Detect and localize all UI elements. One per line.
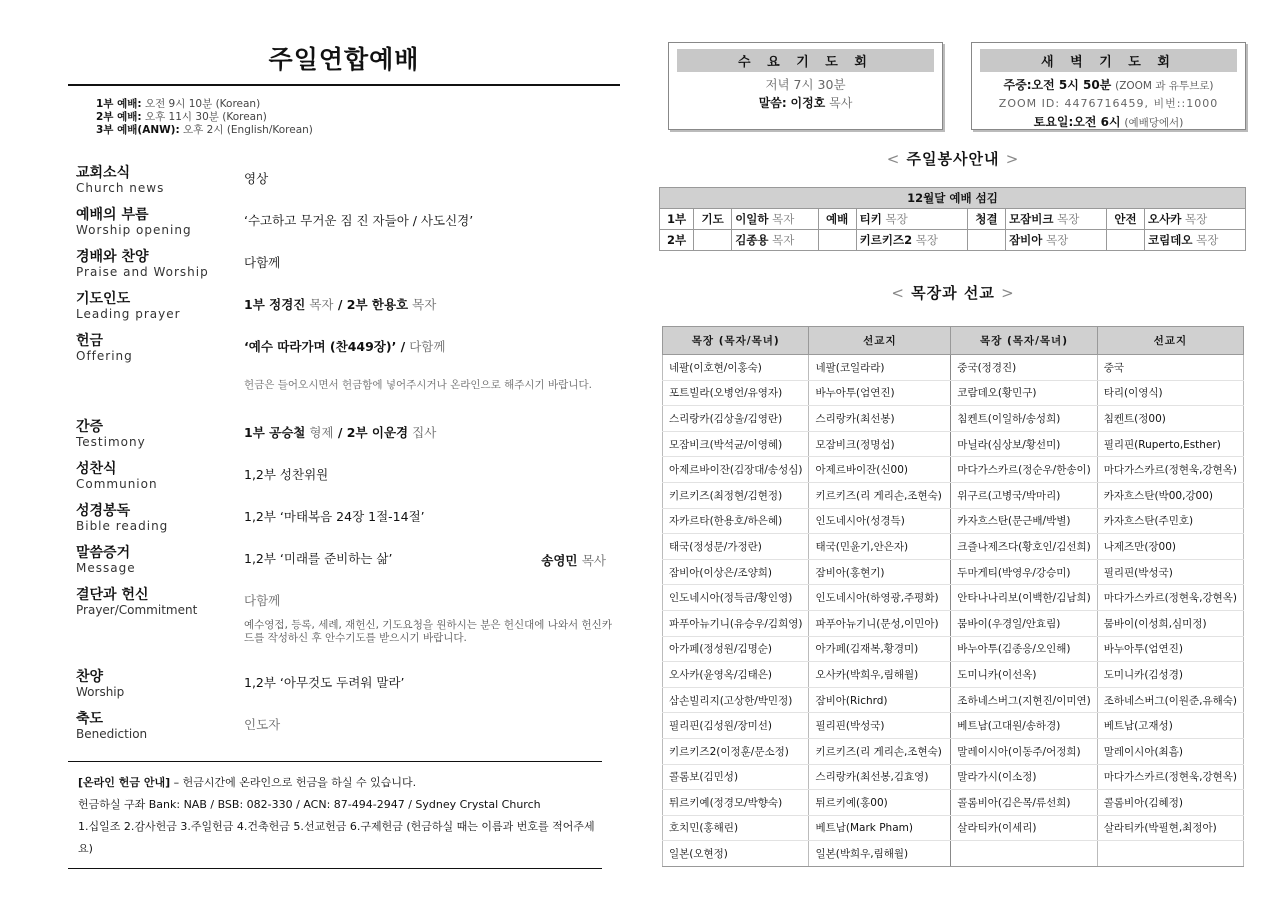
- table-cell: 잠비아(Richrd): [809, 687, 951, 713]
- table-cell: 일본(박희우,림해월): [809, 841, 951, 867]
- table-cell: 마다가스카르(정현욱,강현옥): [1097, 457, 1243, 483]
- wednesday-speaker: 말씀: 이정호 목사: [758, 96, 853, 110]
- table-cell: 일본(오현정): [663, 841, 809, 867]
- table-row: [663, 738, 1244, 764]
- dawn-zoom-id: ZOOM ID: 4476716459, 비번::1000: [998, 97, 1219, 110]
- mission-table-header: [663, 327, 1244, 355]
- order-item-message: [68, 545, 620, 587]
- table-row: 2부 김종용 목자 키르키즈2 목장 잠비아 목장 코림데오 목장: [660, 230, 1246, 251]
- table-cell: 오사카(박희우,림해월): [809, 662, 951, 688]
- table-cell: 포트빌라(오병언/유영자): [663, 380, 809, 406]
- order-label-en: Bible reading: [76, 519, 169, 533]
- table-row: [663, 534, 1244, 560]
- table-row: [663, 687, 1244, 713]
- table-cell: 네팔(이호현/이홍숙): [663, 355, 809, 381]
- order-label-en: Message: [76, 561, 136, 575]
- table-cell: 크즐나제즈다(황호인/김선희): [951, 534, 1097, 560]
- table-row: [663, 482, 1244, 508]
- dawn-prayer-title: 새 벽 기 도 회: [980, 49, 1237, 72]
- decision-note: 예수영접, 등록, 세례, 재헌신, 기도요청을 원하시는 분은 헌신대에 나와서 헌신카드를 작성하신 후 안수기도를 받으시기 바랍니다.: [244, 619, 612, 644]
- table-cell: 마닐라(심상보/황선미): [951, 431, 1097, 457]
- table-cell: 베트남(고재성): [1097, 713, 1243, 739]
- order-label-ko: 말씀증거: [76, 545, 131, 561]
- table-cell: 필리핀(박성국): [809, 713, 951, 739]
- wednesday-prayer-title: 수 요 기 도 회: [677, 49, 934, 72]
- order-label-en: Testimony: [76, 435, 146, 449]
- service-section-title: < 주일봉사안내 >: [886, 150, 1020, 168]
- table-cell: 말라가시(이소정): [951, 764, 1097, 790]
- table-row: [663, 355, 1244, 381]
- table-row: [663, 508, 1244, 534]
- mission-table: [662, 326, 1244, 867]
- column-header: 목장 (목자/목녀): [663, 327, 809, 355]
- table-row: [663, 431, 1244, 457]
- online-offering-info: [68, 761, 602, 869]
- wednesday-prayer-time: 저녁 7시 30분: [765, 77, 846, 92]
- order-content: 다함께 예수영접, 등록, 세례, 재헌신, 기도요청을 원하시는 분은 헌신대에 나와서 헌신카드를 작성하신 후 안수기도를 받으시기 바랍니다.: [244, 587, 620, 669]
- table-cell: 자카르타(한용호/하은혜): [663, 508, 809, 534]
- table-cell: 말레이시아(이동주/어정희): [951, 738, 1097, 764]
- table-cell: 파푸아뉴기니(문성,이민아): [809, 610, 951, 636]
- table-cell: 도미니카(이선옥): [951, 662, 1097, 688]
- table-cell: 마다가스카르(정현욱,강현옥): [1097, 585, 1243, 611]
- order-item-testimony: [68, 419, 620, 461]
- table-row: [663, 713, 1244, 739]
- table-cell: 안타나나리보(이백한/김남희): [951, 585, 1097, 611]
- table-cell: [951, 841, 1097, 867]
- service-times: [68, 98, 620, 137]
- order-label-en: Prayer/Commitment: [76, 603, 198, 617]
- table-row: [663, 406, 1244, 432]
- table-cell: 마다가스카르(정순우/한송이): [951, 457, 1097, 483]
- table-cell: 태국(정성문/가정란): [663, 534, 809, 560]
- order-item-decision: [68, 587, 620, 669]
- order-content: 다함께: [244, 255, 281, 270]
- order-content: 1부 공승철 형제 / 2부 이운경 집사: [244, 425, 437, 440]
- table-cell: 조하네스버그(지현진/이미연): [951, 687, 1097, 713]
- table-cell: 모잠비크(박석균/이영혜): [663, 431, 809, 457]
- table-cell: 튀르키예(홍00): [809, 790, 951, 816]
- table-cell: 살라티카(이세리): [951, 815, 1097, 841]
- table-row: [663, 841, 1244, 867]
- order-label-ko: 간증: [76, 419, 104, 435]
- offering-types: 1.십일조 2.감사헌금 3.주일헌금 4.건축헌금 5.선교헌금 6.구제헌금 (헌금하실 때는 이름과 번호를 적어주세요): [78, 820, 595, 855]
- table-cell: 침켄트(이일하/송성희): [951, 406, 1097, 432]
- order-label-ko: 경배와 찬양: [76, 249, 149, 265]
- table-cell: 오사카(윤영옥/김태은): [663, 662, 809, 688]
- table-cell: 잠비아(이상은/조양희): [663, 559, 809, 585]
- order-item-communion: [68, 461, 620, 503]
- table-cell: 나제즈만(장00): [1097, 534, 1243, 560]
- table-row: [663, 559, 1244, 585]
- dawn-weekday: 주중:오전 5시 50분 (ZOOM 과 유투브로): [1003, 78, 1214, 92]
- table-cell: 필리핀(박성국): [1097, 559, 1243, 585]
- table-cell: 카자흐스탄(문근배/박별): [951, 508, 1097, 534]
- table-cell: 키르키즈(리 게리손,조현숙): [809, 738, 951, 764]
- table-cell: 아제르바이잔(김장대/송성심): [663, 457, 809, 483]
- service-time-1: 1부 예배: 오전 9시 10분 (Korean): [96, 98, 261, 110]
- table-cell: 파푸아뉴기니(유승우/김희영): [663, 610, 809, 636]
- order-label-en: Leading prayer: [76, 307, 181, 321]
- order-label-ko: 찬양: [76, 669, 104, 685]
- offering-note: 헌금은 들어오시면서 헌금함에 넣어주시거나 온라인으로 해주시기 바랍니다.: [244, 379, 592, 391]
- table-cell: 말레이시아(최흠): [1097, 738, 1243, 764]
- service-schedule-table: [659, 187, 1246, 251]
- order-label-en: Praise and Worship: [76, 265, 209, 279]
- order-label-en: Church news: [76, 181, 165, 195]
- mission-table-body: [663, 355, 1244, 867]
- order-content: 1,2부 성찬위원: [244, 467, 329, 482]
- table-row: [663, 790, 1244, 816]
- table-cell: 스리랑카(최선봉,김효영): [809, 764, 951, 790]
- table-cell: 바누아투(엄연진): [1097, 636, 1243, 662]
- table-row: 1부 기도 이일하 목자 예배 티키 목장 청결 모잠비크 목장 안전 오사카 목장: [660, 209, 1246, 230]
- table-cell: 필리핀(Ruperto,Esther): [1097, 431, 1243, 457]
- order-label-ko: 성경봉독: [76, 503, 131, 519]
- table-cell: 필리핀(김성원/장미선): [663, 713, 809, 739]
- table-cell: 중국(정경진): [951, 355, 1097, 381]
- mission-section-title: < 목장과 선교 >: [891, 284, 1015, 302]
- table-cell: 아제르바이잔(신00): [809, 457, 951, 483]
- offering-account: 헌금하실 구좌 Bank: NAB / BSB: 082-330 / ACN: 87-494-2947 / Sydney Crystal Church: [78, 798, 541, 811]
- column-header: 목장 (목자/목녀): [951, 327, 1097, 355]
- table-cell: 네팔(코일라라): [809, 355, 951, 381]
- order-label-ko: 성찬식: [76, 461, 117, 477]
- order-item-call: [68, 207, 620, 249]
- table-cell: 코람데오(황민구): [951, 380, 1097, 406]
- table-cell: 조하네스버그(이원준,유해숙): [1097, 687, 1243, 713]
- order-label-en: Worship: [76, 685, 125, 699]
- order-item-bible: [68, 503, 620, 545]
- table-cell: 침켄트(정00): [1097, 406, 1243, 432]
- order-item-benediction: [68, 711, 620, 747]
- table-cell: 타리(이영식): [1097, 380, 1243, 406]
- online-offering-header: [온라인 헌금 안내] – 헌금시간에 온라인으로 헌금을 하실 수 있습니다.: [78, 776, 417, 789]
- table-cell: 튀르키예(정경모/박향숙): [663, 790, 809, 816]
- table-cell: 태국(민윤기,안은자): [809, 534, 951, 560]
- table-cell: 베트남(Mark Pham): [809, 815, 951, 841]
- order-label-ko: 기도인도: [76, 291, 131, 307]
- dawn-prayer-box: [971, 42, 1246, 130]
- order-label-ko: 헌금: [76, 333, 104, 349]
- table-row: [663, 662, 1244, 688]
- order-content: ‘수고하고 무거운 짐 진 자들아 / 사도신경’: [244, 213, 474, 228]
- table-cell: 아가페(김재복,황경미): [809, 636, 951, 662]
- order-content: ‘예수 따라가며 (찬449장)’ / 다함께 헌금은 들어오시면서 헌금함에 넣어주시거나 온라인으로 해주시기 바랍니다.: [244, 333, 620, 419]
- table-cell: 인도네시아(하영광,주평화): [809, 585, 951, 611]
- table-cell: [1097, 841, 1243, 867]
- table-row: [663, 815, 1244, 841]
- order-label-ko: 축도: [76, 711, 104, 727]
- table-cell: 카자흐스탄(주민호): [1097, 508, 1243, 534]
- table-cell: 콜롬비아(김은목/류선희): [951, 790, 1097, 816]
- page-title: 주일연합예배: [68, 40, 620, 86]
- table-cell: 콜롬보(김민성): [663, 764, 809, 790]
- worship-order-column: [68, 40, 620, 869]
- order-content: 1부 정경진 목자 / 2부 한용호 목자: [244, 297, 437, 312]
- order-label-ko: 결단과 헌신: [76, 587, 149, 603]
- table-cell: 바누아투(김종응/오인해): [951, 636, 1097, 662]
- order-label-ko: 교회소식: [76, 165, 131, 181]
- table-row: [663, 636, 1244, 662]
- table-cell: 키르키즈(리 게리손,조현숙): [809, 482, 951, 508]
- table-row: [663, 457, 1244, 483]
- order-content: 영상: [244, 171, 269, 186]
- table-cell: 키르키즈2(이정훈/문소정): [663, 738, 809, 764]
- order-content: 1,2부 ‘아무것도 두려워 말라’: [244, 675, 405, 690]
- order-content: 인도자: [244, 717, 281, 732]
- table-cell: 삼손빌리지(고상한/박민정): [663, 687, 809, 713]
- table-row: [663, 764, 1244, 790]
- order-item-offering: [68, 333, 620, 419]
- table-row: [663, 585, 1244, 611]
- order-label-en: Benediction: [76, 727, 148, 741]
- table-cell: 스리랑카(김상울/김영란): [663, 406, 809, 432]
- table-cell: 도미니카(김성경): [1097, 662, 1243, 688]
- table-cell: 바누아투(엄연진): [809, 380, 951, 406]
- preacher: 송영민 목사: [541, 553, 606, 568]
- order-label-ko: 예배의 부름: [76, 207, 149, 223]
- order-label-en: Worship opening: [76, 223, 192, 237]
- wednesday-prayer-box: [668, 42, 943, 130]
- service-table-caption: 12월달 예배 섬김: [660, 188, 1246, 209]
- table-cell: 베트남(고대원/송하경): [951, 713, 1097, 739]
- table-cell: 키르키즈(최정현/김현정): [663, 482, 809, 508]
- table-cell: 마다가스카르(정현욱,강현옥): [1097, 764, 1243, 790]
- order-item-praise: [68, 249, 620, 291]
- table-row: [663, 610, 1244, 636]
- table-cell: 잠비아(홍현기): [809, 559, 951, 585]
- table-cell: 인도네시아(성경득): [809, 508, 951, 534]
- table-cell: 위구르(고병국/박마리): [951, 482, 1097, 508]
- order-label-en: Communion: [76, 477, 158, 491]
- order-content: 1,2부 ‘마태복음 24장 1절-14절’: [244, 509, 425, 524]
- service-time-3: 3부 예배(ANW): 오후 2시 (English/Korean): [96, 124, 313, 136]
- order-item-prayer: [68, 291, 620, 333]
- order-label-en: Offering: [76, 349, 133, 363]
- table-cell: 두마게티(박영우/강승미): [951, 559, 1097, 585]
- table-cell: 콜롬비아(김혜정): [1097, 790, 1243, 816]
- table-cell: 인도네시아(정득금/황인영): [663, 585, 809, 611]
- column-header: 선교지: [809, 327, 951, 355]
- table-cell: 스리랑카(최선봉): [809, 406, 951, 432]
- table-cell: 호치민(홍해린): [663, 815, 809, 841]
- table-cell: 모잠비크(정명섭): [809, 431, 951, 457]
- table-cell: 살라티카(박필현,최정아): [1097, 815, 1243, 841]
- table-cell: 아가페(정성원/김명순): [663, 636, 809, 662]
- table-row: [663, 380, 1244, 406]
- order-item-hymn: [68, 669, 620, 711]
- table-cell: 카자흐스탄(박00,강00): [1097, 482, 1243, 508]
- order-content: 1,2부 ‘미래를 준비하는 삶’: [244, 551, 393, 566]
- table-cell: 뭄바이(우경일/안효림): [951, 610, 1097, 636]
- column-header: 선교지: [1097, 327, 1243, 355]
- dawn-saturday: 토요일:오전 6시 (예배당에서): [1033, 115, 1184, 129]
- order-item-announce: [68, 165, 620, 207]
- table-cell: 중국: [1097, 355, 1243, 381]
- table-cell: 뭄바이(이성희,심미정): [1097, 610, 1243, 636]
- service-time-2: 2부 예배: 오후 11시 30분 (Korean): [96, 111, 267, 123]
